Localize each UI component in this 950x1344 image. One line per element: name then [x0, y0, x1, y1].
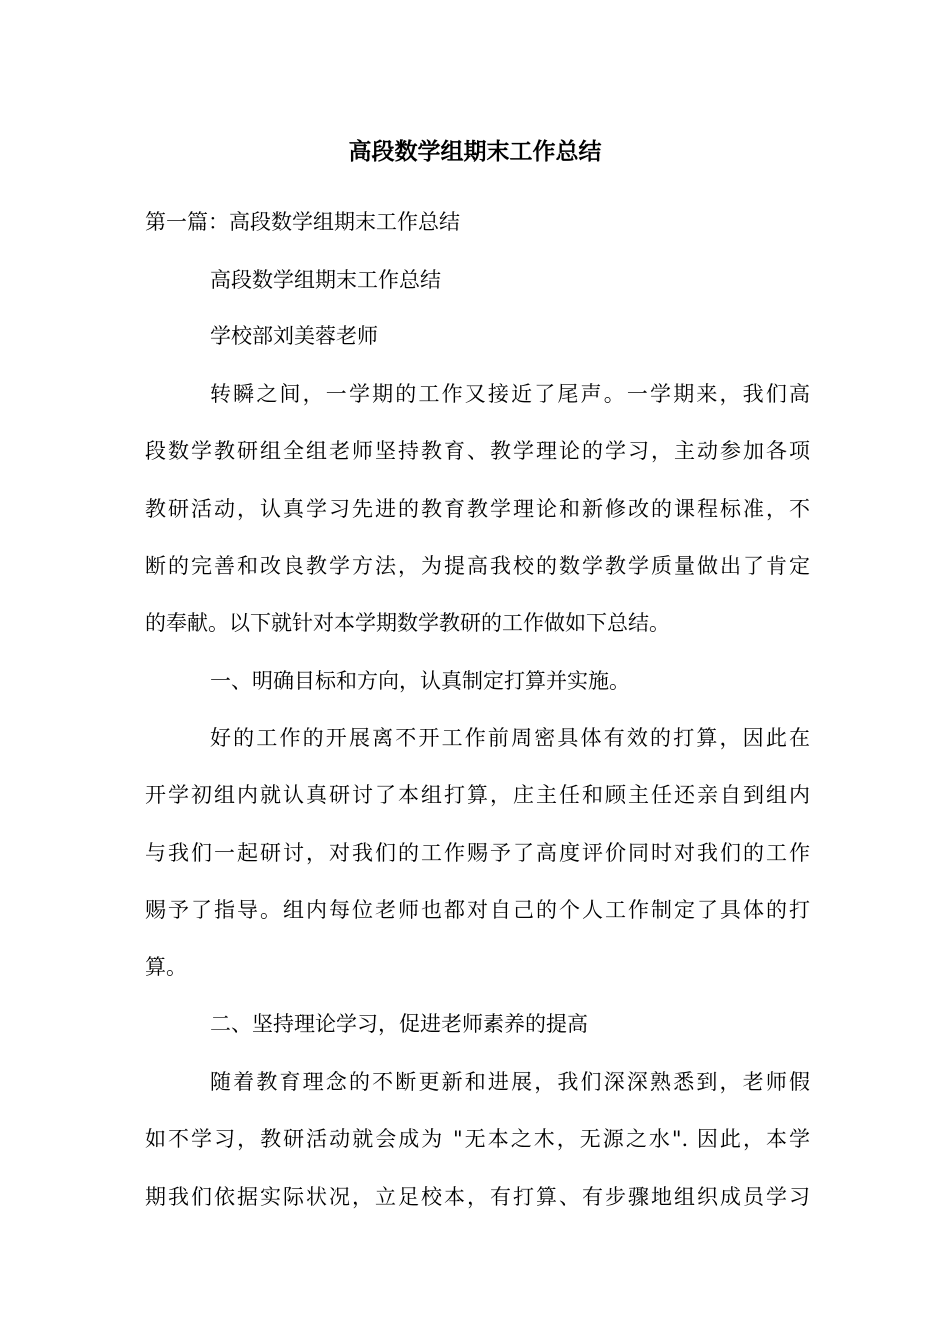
subtitle: 高段数学组期末工作总结	[210, 268, 441, 292]
paragraph-line: 与我们一起研讨，对我们的工作赐予了高度评价同时对我们的工作	[145, 841, 810, 865]
paragraph-line: 随着教育理念的不断更新和进展，我们深深熟悉到，老师假	[210, 1070, 810, 1094]
paragraph-line: 断的完善和改良教学方法，为提高我校的数学教学质量做出了肯定	[145, 554, 810, 578]
paragraph-line: 期我们依据实际状况，立足校本，有打算、有步骤地组织成员学习	[145, 1185, 810, 1209]
paragraph-line: 段数学教研组全组老师坚持教育、教学理论的学习，主动参加各项	[145, 439, 810, 463]
paragraph-line: 的奉献。以下就针对本学期数学教研的工作做如下总结。	[145, 611, 670, 635]
paragraph-line: 教研活动，认真学习先进的教育教学理论和新修改的课程标准，不	[145, 497, 810, 521]
section-heading-2: 二、坚持理论学习，促进老师素养的提高	[210, 1012, 588, 1036]
paragraph-line: 算。	[145, 955, 187, 979]
paragraph-line: 开学初组内就认真研讨了本组打算，庄主任和顾主任还亲自到组内	[145, 783, 810, 807]
paragraph-line: 好的工作的开展离不开工作前周密具体有效的打算，因此在	[210, 726, 810, 750]
author-line: 学校部刘美蓉老师	[210, 324, 378, 348]
section-heading: 第一篇：高段数学组期末工作总结	[145, 210, 460, 234]
document-title: 高段数学组期末工作总结	[348, 138, 602, 165]
section-heading-1: 一、明确目标和方向，认真制定打算并实施。	[210, 669, 630, 693]
paragraph-line: 如不学习，教研活动就会成为 "无本之木，无源之水". 因此，本学	[145, 1127, 810, 1151]
paragraph-line: 转瞬之间，一学期的工作又接近了尾声。一学期来，我们高	[210, 382, 810, 406]
paragraph-line: 赐予了指导。组内每位老师也都对自己的个人工作制定了具体的打	[145, 898, 810, 922]
